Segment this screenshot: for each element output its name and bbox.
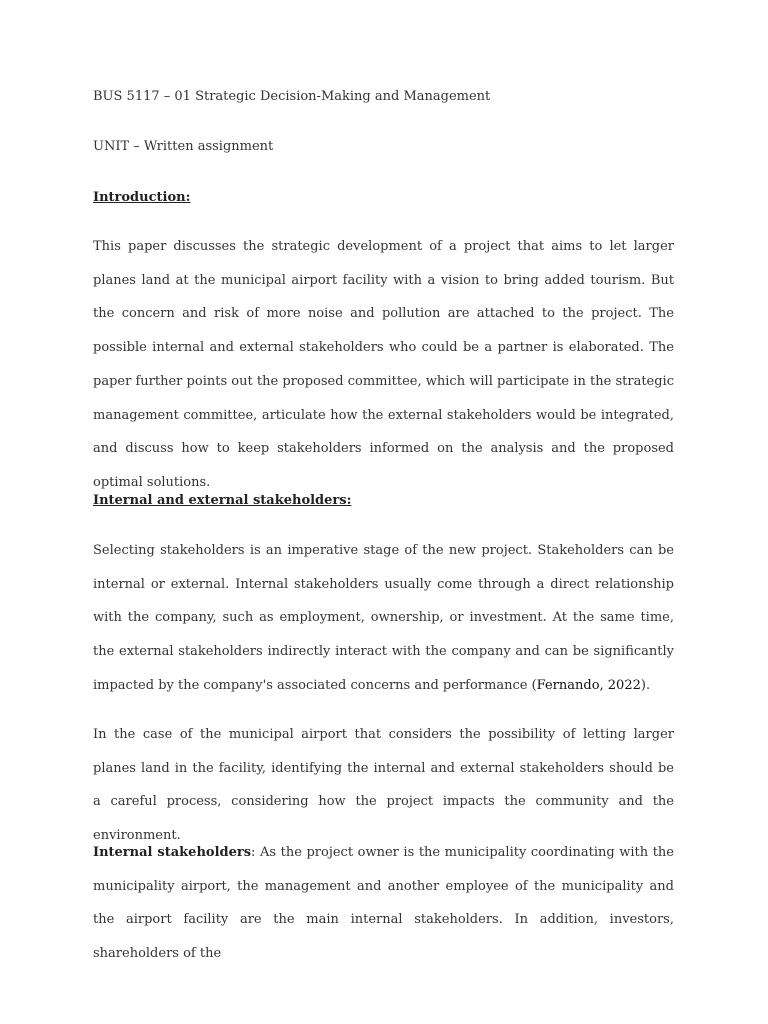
stakeholders-text-end: ). xyxy=(640,677,651,693)
stakeholders-text: Selecting stakeholders is an imperative stage of the new project. Stakeholders can be internal or external. Internal stakeholders usually come through a direct relationship with the company, such as employment, ownership, or investment. At the same time, the external stakeholders indirectly interact with the company and can be significantly impacted by the company's associated concerns and performance ( xyxy=(93,543,674,693)
internal-stakeholders-text: : As the project owner is the municipality coordinating with the municipality airport, the management and another employee of the municipality and the airport facility are the main internal stakeholders. In addition, investors, shareholders of the xyxy=(93,845,674,962)
internal-stakeholders-label: Internal stakeholders xyxy=(93,845,252,860)
internal-stakeholders-paragraph xyxy=(93,836,674,971)
course-title: BUS 5117 – 01 Strategic Decision-Making and Management xyxy=(93,89,491,104)
document-page xyxy=(93,0,674,1024)
stakeholders-heading: Internal and external stakeholders: xyxy=(93,493,352,508)
stakeholders-paragraph xyxy=(93,534,674,703)
citation-fernando: Fernando, 2022 xyxy=(536,677,641,693)
unit-title: UNIT – Written assignment xyxy=(93,139,274,154)
introduction-heading: Introduction: xyxy=(93,190,191,205)
introduction-paragraph: This paper discusses the strategic development of a project that aims to let larger planes land at the municipal airport facility with a vision to bring added tourism. But the concern and risk of more noise and pollution are attached to the project. The possible internal and external stakeholders who could be a partner is elaborated. The paper further points out the proposed committee, which will participate in the strategic management committee, articulate how the external stakeholders would be integrated, and discuss how to keep stakeholders informed on the analysis and the proposed optimal solutions. xyxy=(93,239,674,490)
airport-case-paragraph: In the case of the municipal airport that considers the possibility of letting larger planes land in the facility, identifying the internal and external stakeholders should be a careful process, considering how the project impacts the community and the environment. xyxy=(93,727,674,844)
